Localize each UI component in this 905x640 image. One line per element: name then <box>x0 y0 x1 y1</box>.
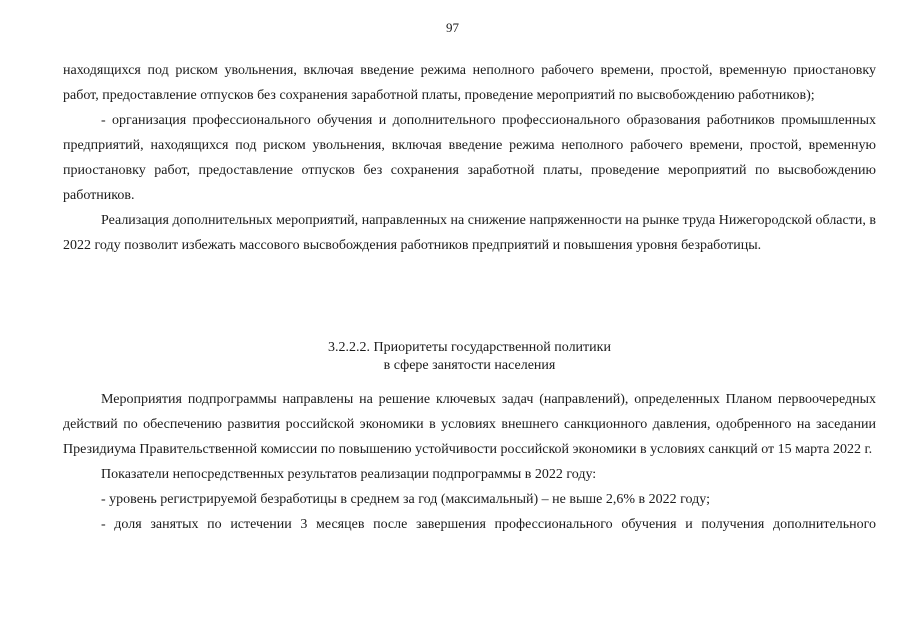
paragraph-measures: Мероприятия подпрограммы направлены на решение ключевых задач (направлений), определенных Планом первоочередных действий по обеспечению развития российской экономики в условиях внешнего санкционного давления, одобренного на заседании Президиума Правительственной комиссии по повышению устойчивости российской экономики в условиях санкций от 15 марта 2022 г. <box>63 392 876 457</box>
list-item-unemployment-level: - уровень регистрируемой безработицы в среднем за год (максимальный) – не выше 2,6% в 2022 году; <box>101 492 710 507</box>
paragraph-indicators-intro: Показатели непосредственных результатов реализации подпрограммы в 2022 году: <box>101 467 597 482</box>
section-title <box>63 339 876 375</box>
list-item-employed-share: - доля занятых по истечении 3 месяцев после завершения профессионального обучения и получения дополнительного <box>101 517 876 532</box>
section-heading <box>63 339 876 375</box>
section-title-line-1: 3.2.2.2. Приоритеты государственной политики <box>328 340 611 355</box>
section-text-upper <box>63 58 876 258</box>
paragraph-continuation: находящихся под риском увольнения, включая введение режима неполного рабочего времени, простой, временную приостановку работ, предоставление отпусков без сохранения заработной платы, проведение мероприятий по высвобождению работников); <box>63 63 876 103</box>
section-title-line-2: в сфере занятости населения <box>383 358 556 373</box>
section-text-lower <box>63 387 876 537</box>
page-number: 97 <box>446 20 459 35</box>
paragraph-implementation: Реализация дополнительных мероприятий, направленных на снижение напряженности на рынке труда Нижегородской области, в 2022 году позволит избежать массового высвобождения работников предприятий и повышения уровня безработицы. <box>63 213 876 253</box>
paragraph-list-item-training: - организация профессионального обучения и дополнительного профессионального образования работников промышленных предприятий, находящихся под риском увольнения, включая введение режима неполного рабочего времени, простой, временную приостановку работ, предоставление отпусков без сохранения заработной платы, проведение мероприятий по высвобождению работников. <box>63 113 876 203</box>
